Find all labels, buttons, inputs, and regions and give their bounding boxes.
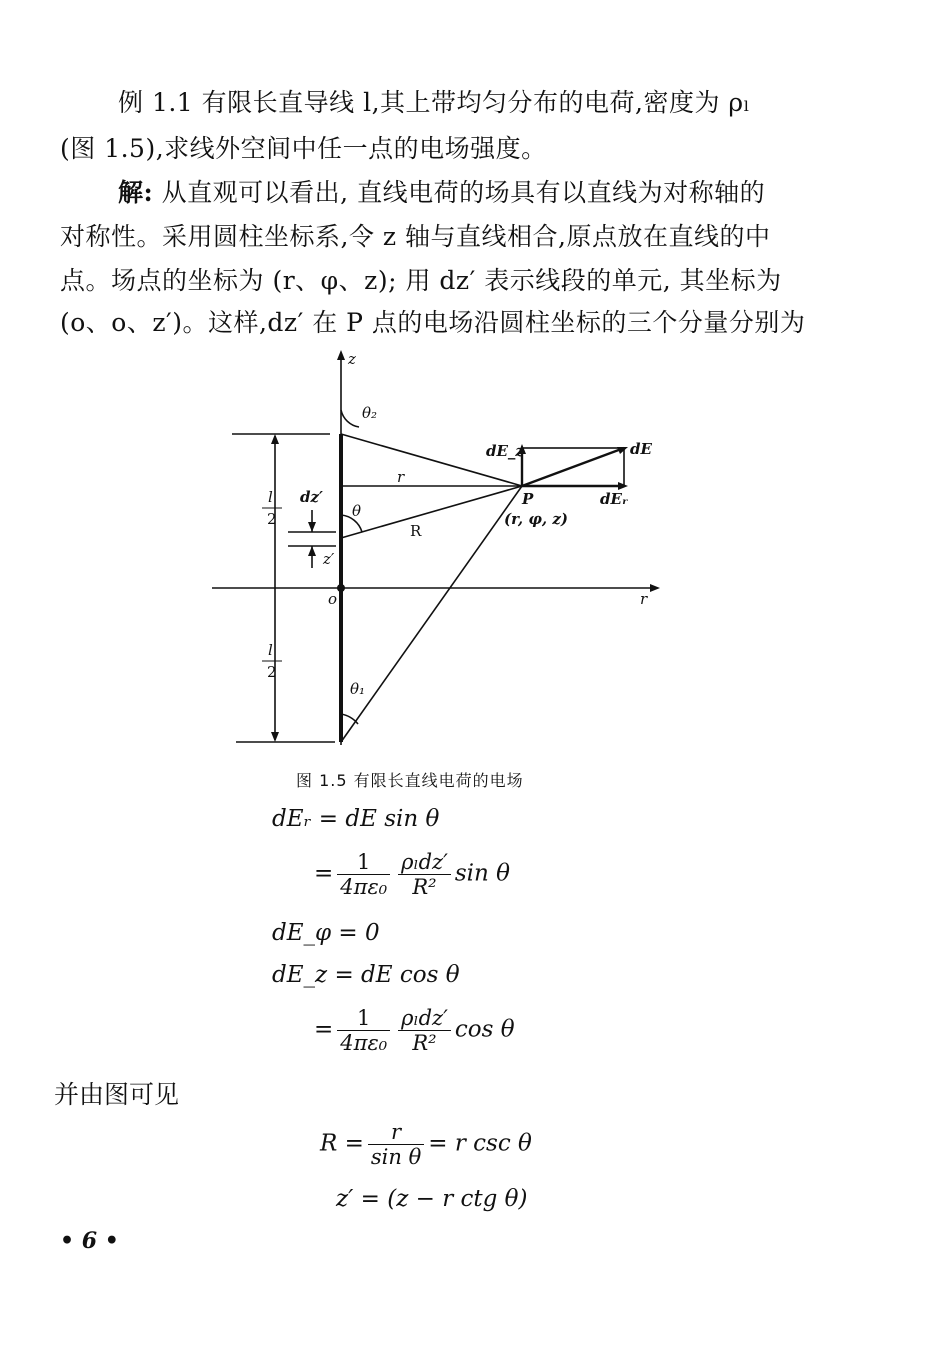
- label-l-top: l: [268, 488, 273, 506]
- eq6-num: r: [368, 1120, 424, 1145]
- label-dEr: dEᵣ: [600, 490, 629, 508]
- solution-line-1: [118, 178, 888, 208]
- eq5-suffix: cos θ: [454, 1016, 515, 1043]
- R-segment: [341, 486, 522, 538]
- solution-line-1-text: 从直观可以看出, 直线电荷的场具有以直线为对称轴的: [153, 178, 766, 207]
- eq5-frac2: [398, 1006, 451, 1055]
- eq2-frac1-den: 4πε₀: [340, 875, 388, 899]
- label-P: P: [522, 490, 534, 508]
- label-theta2: θ₂: [362, 404, 378, 422]
- eq5-frac1-den: 4πε₀: [340, 1031, 388, 1055]
- label-theta1: θ₁: [350, 680, 366, 698]
- label-two-top: 2: [267, 510, 277, 528]
- eq2-equals: =: [314, 860, 334, 887]
- label-R: R: [410, 522, 422, 540]
- label-theta: θ: [352, 502, 362, 520]
- equation-zprime: z′ = (z − r ctg θ): [336, 1186, 528, 1212]
- eq6-den: sin θ: [370, 1145, 422, 1169]
- equation-dEz-expanded: [314, 1006, 515, 1055]
- eq5-frac1-num: 1: [337, 1006, 390, 1031]
- eq5-frac2-num: ρₗdz′: [398, 1006, 451, 1031]
- equation-R: [320, 1120, 532, 1169]
- eq6-frac: [368, 1120, 424, 1169]
- transition-text: 并由图可见: [54, 1080, 180, 1109]
- z-axis-arrowhead: [337, 350, 345, 360]
- eq5-equals: =: [314, 1016, 334, 1043]
- solution-label: 解:: [118, 178, 154, 207]
- label-dz: dz′: [300, 488, 323, 506]
- example-line-1: 例 1.1 有限长直导线 l,其上带均匀分布的电荷,密度为 ρₗ: [118, 88, 751, 117]
- eq6-left: R =: [320, 1130, 364, 1157]
- origin-dot: [337, 584, 345, 592]
- eq6-right: = r csc θ: [428, 1130, 532, 1157]
- figure-line-charge-field: [0, 350, 952, 770]
- example-line-2: (图 1.5),求线外空间中任一点的电场强度。: [60, 134, 547, 163]
- eq2-frac2: [398, 850, 451, 899]
- dim-arrow-bottom: [271, 732, 279, 742]
- solution-line-2: 对称性。采用圆柱坐标系,令 z 轴与直线相合,原点放在直线的中: [60, 222, 771, 251]
- label-l-bottom: l: [268, 641, 273, 659]
- eq2-frac2-num: ρₗdz′: [398, 850, 451, 875]
- eq2-frac2-den: R²: [412, 875, 437, 899]
- solution-line-4: (o、o、z′)。这样,dz′ 在 P 点的电场沿圆柱坐标的三个分量分别为: [60, 308, 806, 337]
- eq5-frac2-den: R²: [412, 1031, 437, 1055]
- eq2-frac1-num: 1: [337, 850, 390, 875]
- dz-arrowhead-lower: [308, 546, 316, 556]
- label-P-coord: (r, φ, z): [504, 510, 568, 528]
- equation-dEphi: dE_φ = 0: [272, 920, 380, 946]
- page-number: • 6 •: [60, 1228, 119, 1254]
- dE-arrowhead: [617, 447, 628, 454]
- label-origin: o: [328, 590, 338, 608]
- label-z: z: [348, 350, 356, 368]
- dEr-arrowhead: [618, 482, 628, 490]
- label-dE: dE: [630, 440, 652, 458]
- eq2-frac1: [337, 850, 390, 899]
- theta2-arc: [341, 410, 359, 427]
- r-axis-arrowhead: [650, 584, 660, 592]
- equation-dEz: dE_z = dE cos θ: [272, 962, 460, 988]
- solution-line-3: 点。场点的坐标为 (r、φ、z); 用 dz′ 表示线段的单元, 其坐标为: [60, 266, 782, 295]
- label-dEz: dE_z: [486, 442, 524, 460]
- line-bottom-to-P: [341, 486, 522, 742]
- label-zprime: z′: [323, 550, 335, 568]
- equation-dEr-expanded: [314, 850, 510, 899]
- equation-dEr: dEᵣ = dE sin θ: [272, 806, 440, 832]
- dz-arrowhead-upper: [308, 522, 316, 532]
- dim-arrow-top: [271, 434, 279, 444]
- eq5-frac1: [337, 1006, 390, 1055]
- label-r-segment: r: [397, 468, 405, 486]
- eq2-suffix: sin θ: [454, 860, 510, 887]
- label-two-bottom: 2: [267, 663, 277, 681]
- figure-caption: 图 1.5 有限长直线电荷的电场: [296, 771, 524, 790]
- label-r-axis: r: [640, 590, 648, 608]
- dE-vector: [522, 448, 624, 486]
